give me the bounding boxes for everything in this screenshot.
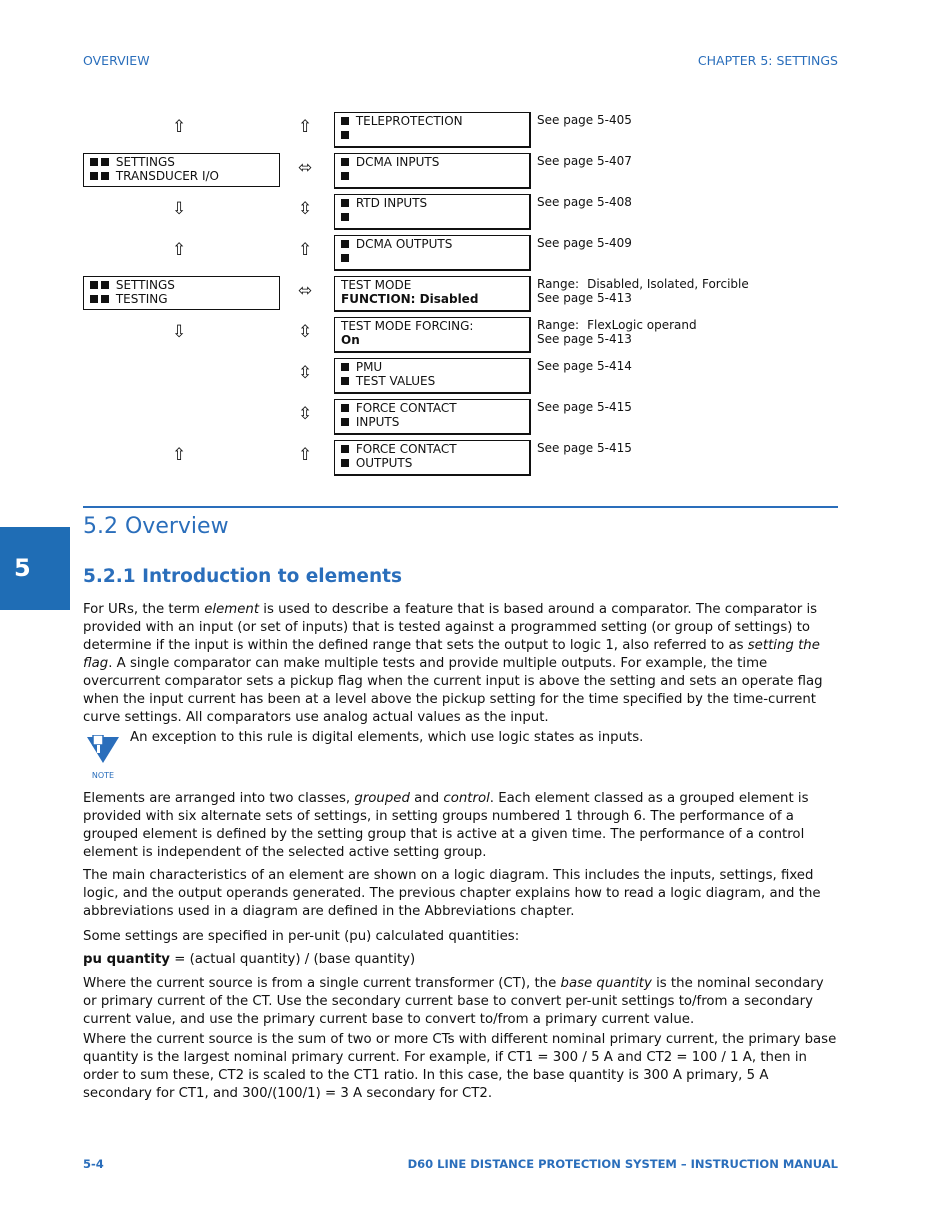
diagram-row — [0, 440, 950, 476]
up-arrow-icon: ⇧ — [298, 117, 313, 137]
up-arrow-icon: ⇧ — [172, 240, 187, 260]
down-arrow-icon: ⇩ — [172, 322, 187, 342]
paragraph-logic-diagram: The main characteristics of an element are shown on a logic diagram. This includes the inputs, settings, fixed logic, and the output operands generated. The previous chapter explains how to read a logic diagram, and the abbreviations used in a diagram are defined in the Abbreviations chapter. — [83, 868, 821, 919]
section-title: 5.2 Overview — [83, 514, 229, 539]
up-down-arrow-icon: ⇳ — [298, 404, 313, 424]
menu-box-force-contact-inputs: FORCE CONTACT INPUTS — [334, 399, 531, 435]
diagram-row — [0, 112, 950, 148]
settings-transducer-box: SETTINGS TRANSDUCER I/O — [83, 153, 280, 187]
header-chapter: CHAPTER 5: SETTINGS — [697, 53, 838, 68]
note-icon: NOTE — [85, 735, 121, 780]
paragraph-classes: Elements are arranged into two classes, grouped and control. Each element classed as a grouped element is provided with six alternate sets of settings, in setting groups numbered 1 through 6. The performance of a grouped element is defined by the setting group that is active at a given time. The performance of a control element is independent of the selected active setting group. — [83, 791, 809, 860]
see-page: See page 5-415 — [537, 400, 632, 414]
settings-testing-box: SETTINGS TESTING — [83, 276, 280, 310]
range-info: Range: FlexLogic operand See page 5-413 — [537, 318, 697, 346]
menu-box-test-mode-function: TEST MODE FUNCTION: Disabled — [334, 276, 531, 312]
see-page: See page 5-415 — [537, 441, 632, 455]
up-arrow-icon: ⇧ — [172, 445, 187, 465]
paragraph-single-ct: Where the current source is from a single current transformer (CT), the base quantity is the nominal secondary or primary current of the CT. Use the secondary current base to convert per-unit settings to/from a secondary current value, and use the primary current base to convert to/from a primary current value. — [83, 976, 824, 1027]
up-down-arrow-icon: ⇳ — [298, 199, 313, 219]
menu-box-teleprotection: TELEPROTECTION — [334, 112, 531, 148]
up-down-arrow-icon: ⇳ — [298, 322, 313, 342]
diagram-row — [0, 276, 950, 312]
down-arrow-icon: ⇩ — [172, 199, 187, 219]
pu-formula: pu quantity = (actual quantity) / (base quantity) — [83, 952, 416, 967]
note-text: An exception to this rule is digital elements, which use logic states as inputs. — [130, 730, 644, 745]
left-right-arrow-icon: ⬄ — [298, 158, 313, 178]
up-arrow-icon: ⇧ — [298, 445, 313, 465]
menu-box-pmu-test-values: PMU TEST VALUES — [334, 358, 531, 394]
up-down-arrow-icon: ⇳ — [298, 363, 313, 383]
page-number: 5-4 — [83, 1157, 104, 1171]
manual-title: D60 LINE DISTANCE PROTECTION SYSTEM – INSTRUCTION MANUAL — [407, 1157, 838, 1171]
paragraph-multiple-ct: Where the current source is the sum of two or more CTs with different nominal primary current, the primary base quantity is the largest nominal primary current. For example, if CT1 = 300 / 5 A and CT2 = 100 / 1 A, then in order to sum these, CT2 is scaled to the CT1 ratio. In this case, the base quantity is 300 A primary, 5 A secondary for CT1, and 300/(100/1) = 3 A secondary for CT2. — [83, 1032, 837, 1101]
see-page: See page 5-409 — [537, 236, 632, 250]
menu-box-dcma-outputs: DCMA OUTPUTS — [334, 235, 531, 271]
menu-box-test-mode-forcing: TEST MODE FORCING: On — [334, 317, 531, 353]
range-info: Range: Disabled, Isolated, Forcible See page 5-413 — [537, 277, 749, 305]
see-page: See page 5-408 — [537, 195, 632, 209]
up-arrow-icon: ⇧ — [172, 117, 187, 137]
header-section: OVERVIEW — [83, 53, 150, 68]
chapter-tab: 5 — [0, 527, 70, 610]
paragraph-elements: For URs, the term element is used to describe a feature that is based around a comparator. The comparator is provided with an input (or set of inputs) that is tested against a programmed setting (or group of settings) to determine if the input is within the defined range that sets the output to logic 1, also referred to as setting the flag. A single comparator can make multiple tests and provide multiple outputs. For example, the time overcurrent comparator sets a pickup flag when the current input is above the setting and sets an operate flag when the input current has been at a level above the pickup setting for the time specified by the time-current curve settings. All comparators use analog actual values as the input. — [83, 602, 823, 725]
see-page: See page 5-407 — [537, 154, 632, 168]
diagram-row — [0, 358, 950, 394]
menu-box-dcma-inputs: DCMA INPUTS — [334, 153, 531, 189]
left-right-arrow-icon: ⬄ — [298, 281, 313, 301]
diagram-row — [0, 235, 950, 271]
section-divider — [83, 506, 838, 508]
diagram-row — [0, 194, 950, 230]
see-page: See page 5-414 — [537, 359, 632, 373]
diagram-row — [0, 317, 950, 353]
up-arrow-icon: ⇧ — [298, 240, 313, 260]
paragraph-per-unit: Some settings are specified in per-unit (pu) calculated quantities: — [83, 929, 520, 944]
diagram-row — [0, 153, 950, 189]
subsection-title: 5.2.1 Introduction to elements — [83, 566, 403, 587]
see-page: See page 5-405 — [537, 113, 632, 127]
menu-box-rtd-inputs: RTD INPUTS — [334, 194, 531, 230]
diagram-row — [0, 399, 950, 435]
menu-box-force-contact-outputs: FORCE CONTACT OUTPUTS — [334, 440, 531, 476]
